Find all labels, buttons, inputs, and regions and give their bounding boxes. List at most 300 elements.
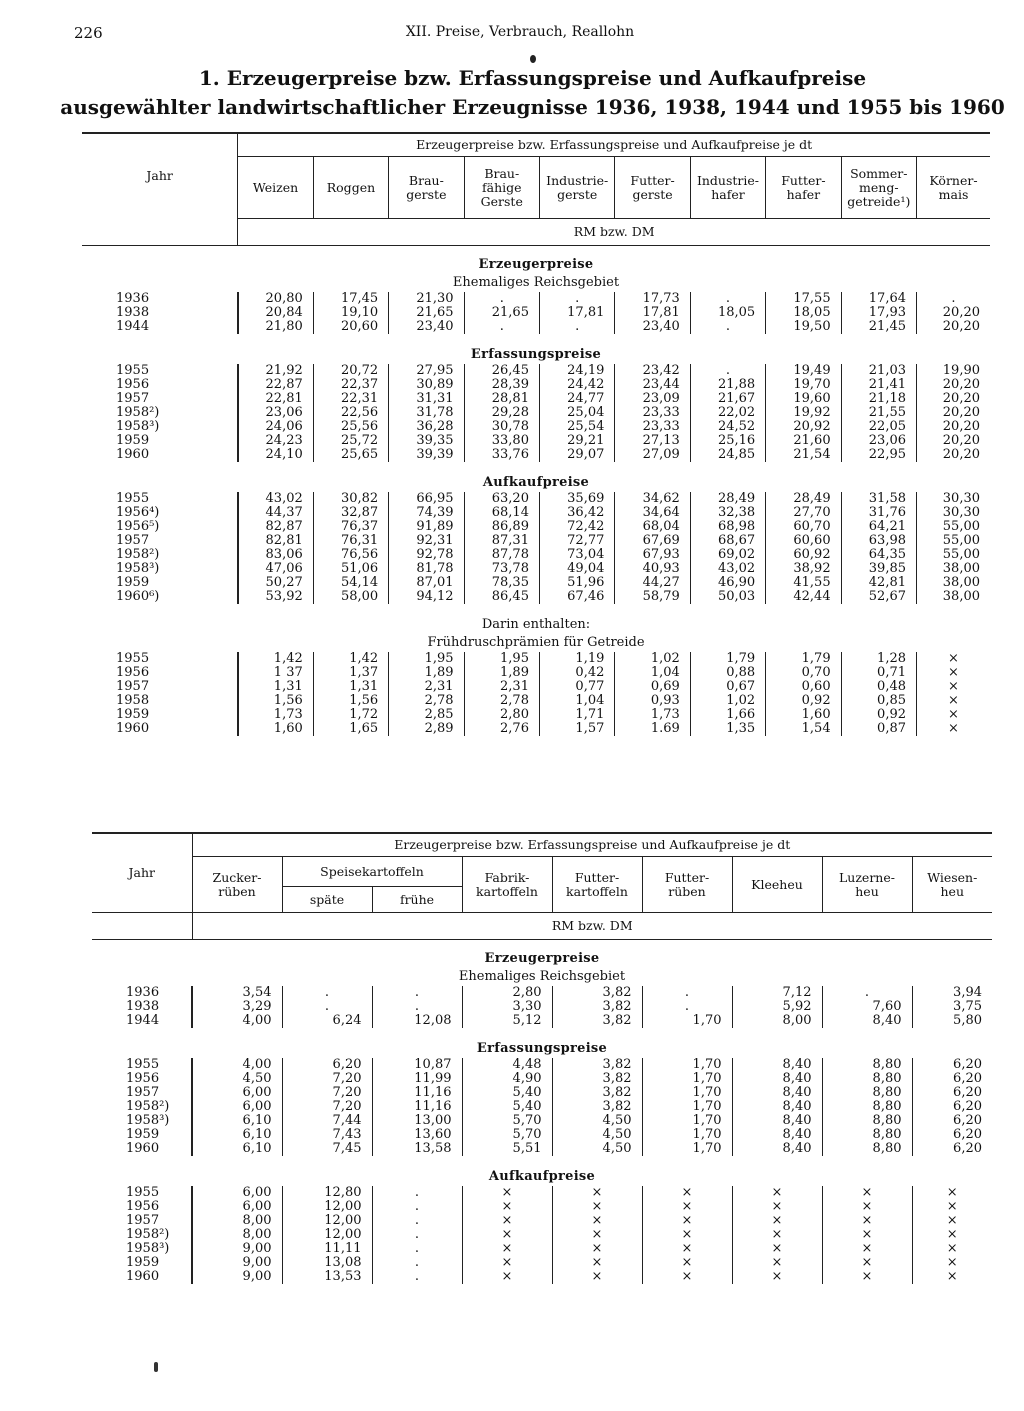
- value-cell: 25,16: [690, 434, 765, 448]
- value-cell: .: [690, 320, 765, 334]
- value-cell: 67,93: [615, 548, 690, 562]
- value-cell: 0,88: [690, 666, 765, 680]
- value-cell: 1,70: [642, 1086, 732, 1100]
- value-cell: 68,98: [690, 520, 765, 534]
- value-cell: 27,13: [615, 434, 690, 448]
- value-cell: 21,18: [841, 392, 916, 406]
- value-cell: 63,20: [464, 492, 539, 506]
- year-cell: 1958: [116, 694, 150, 708]
- value-cell: .: [464, 292, 539, 306]
- value-cell: 1,04: [615, 666, 690, 680]
- col-header: Sommer- meng- getreide¹): [841, 157, 916, 219]
- value-cell: 8,40: [732, 1058, 822, 1072]
- value-cell: .: [642, 1000, 732, 1014]
- value-cell: 6,00: [192, 1086, 282, 1100]
- value-cell: 13,00: [372, 1114, 462, 1128]
- col-header: Brau- fähige Gerste: [464, 157, 539, 219]
- value-cell: ×: [822, 1214, 912, 1228]
- value-cell: 22,05: [841, 420, 916, 434]
- value-cell: 1,79: [766, 652, 841, 666]
- value-cell: 8,80: [822, 1086, 912, 1100]
- value-cell: .: [690, 292, 765, 306]
- value-cell: 21,45: [841, 320, 916, 334]
- value-cell: ×: [822, 1256, 912, 1270]
- value-cell: 31,78: [389, 406, 464, 420]
- value-cell: 1,37: [313, 666, 388, 680]
- value-cell: ×: [642, 1270, 732, 1284]
- value-cell: 6,10: [192, 1142, 282, 1156]
- section-subtitle: Frühdruschprämien für Getreide: [427, 635, 645, 650]
- value-cell: 3,82: [552, 1072, 642, 1086]
- year-cell: 1957: [116, 534, 150, 548]
- year-cell: 1960: [126, 1270, 160, 1284]
- value-cell: 31,76: [841, 506, 916, 520]
- col-header-futterrueben: Futter- rüben: [642, 857, 732, 913]
- value-cell: 27,09: [615, 448, 690, 462]
- table-1-body: [82, 246, 990, 736]
- value-cell: 6,10: [192, 1114, 282, 1128]
- value-cell: 6,00: [192, 1100, 282, 1114]
- value-cell: 20,80: [238, 292, 313, 306]
- value-cell: 91,89: [389, 520, 464, 534]
- value-cell: 20,20: [917, 406, 991, 420]
- value-cell: 83,06: [238, 548, 313, 562]
- value-cell: .: [917, 292, 991, 306]
- table-row: [92, 1214, 992, 1228]
- value-cell: 6,20: [912, 1114, 992, 1128]
- table-root-crop-prices: [92, 832, 992, 1284]
- section-subtitle: Ehemaliges Reichsgebiet: [452, 275, 620, 290]
- value-cell: .: [282, 1000, 372, 1014]
- value-cell: 78,35: [464, 576, 539, 590]
- value-cell: 21,03: [841, 364, 916, 378]
- value-cell: 44,27: [615, 576, 690, 590]
- value-cell: 64,35: [841, 548, 916, 562]
- value-cell: 22,37: [313, 378, 388, 392]
- table-row: [82, 448, 990, 462]
- value-cell: 4,50: [552, 1128, 642, 1142]
- value-cell: 10,87: [372, 1058, 462, 1072]
- table-row: [82, 666, 990, 680]
- value-cell: 55,00: [917, 520, 991, 534]
- value-cell: 11,11: [282, 1242, 372, 1256]
- year-cell: 1956⁴): [116, 506, 160, 520]
- value-cell: 50,03: [690, 590, 765, 604]
- value-cell: 1,35: [690, 722, 765, 736]
- value-cell: 20,84: [238, 306, 313, 320]
- value-cell: 4,00: [192, 1058, 282, 1072]
- value-cell: 6,20: [912, 1142, 992, 1156]
- value-cell: 73,04: [539, 548, 614, 562]
- value-cell: 6,20: [282, 1058, 372, 1072]
- value-cell: 6,20: [912, 1086, 992, 1100]
- value-cell: 87,31: [464, 534, 539, 548]
- year-cell: 1955: [116, 652, 150, 666]
- value-cell: 20,20: [917, 420, 991, 434]
- value-cell: 38,00: [917, 562, 991, 576]
- value-cell: ×: [642, 1228, 732, 1242]
- table-row: [92, 1228, 992, 1242]
- value-cell: 4,00: [192, 1014, 282, 1028]
- value-cell: 0,92: [841, 708, 916, 722]
- value-cell: 1,70: [642, 1114, 732, 1128]
- value-cell: ×: [642, 1200, 732, 1214]
- value-cell: 1,60: [238, 722, 313, 736]
- value-cell: 12,00: [282, 1200, 372, 1214]
- year-cell: 1955: [126, 1058, 160, 1072]
- value-cell: 76,56: [313, 548, 388, 562]
- value-cell: ×: [822, 1228, 912, 1242]
- value-cell: 30,30: [917, 506, 991, 520]
- value-cell: 2,80: [462, 986, 552, 1000]
- year-column-header: Jahr: [92, 833, 192, 913]
- table-row: [82, 392, 990, 406]
- value-cell: 30,82: [313, 492, 388, 506]
- value-cell: 42,81: [841, 576, 916, 590]
- value-cell: 1,71: [539, 708, 614, 722]
- value-cell: 0,70: [766, 666, 841, 680]
- value-cell: 18,05: [690, 306, 765, 320]
- value-cell: 25,72: [313, 434, 388, 448]
- value-cell: 7,20: [282, 1100, 372, 1114]
- value-cell: 21,60: [766, 434, 841, 448]
- year-cell: 1944: [126, 1014, 160, 1028]
- value-cell: 30,89: [389, 378, 464, 392]
- value-cell: 8,40: [732, 1114, 822, 1128]
- value-cell: 1,19: [539, 652, 614, 666]
- value-cell: 1,60: [766, 708, 841, 722]
- value-cell: 8,00: [192, 1228, 282, 1242]
- value-cell: 22,56: [313, 406, 388, 420]
- value-cell: 67,69: [615, 534, 690, 548]
- ink-spot: [154, 1362, 158, 1372]
- value-cell: 8,00: [192, 1214, 282, 1228]
- value-cell: 20,20: [917, 378, 991, 392]
- value-cell: 11,16: [372, 1100, 462, 1114]
- value-cell: ×: [822, 1200, 912, 1214]
- value-cell: 7,60: [822, 1000, 912, 1014]
- value-cell: 13,58: [372, 1142, 462, 1156]
- value-cell: ×: [552, 1228, 642, 1242]
- value-cell: ×: [912, 1214, 992, 1228]
- value-cell: 8,80: [822, 1058, 912, 1072]
- value-cell: ×: [642, 1186, 732, 1200]
- value-cell: 86,45: [464, 590, 539, 604]
- value-cell: 63,98: [841, 534, 916, 548]
- value-cell: 29,21: [539, 434, 614, 448]
- value-cell: 9,00: [192, 1270, 282, 1284]
- value-cell: 0,69: [615, 680, 690, 694]
- col-header: Roggen: [313, 157, 388, 219]
- value-cell: 5,40: [462, 1100, 552, 1114]
- year-cell: 1944: [116, 320, 150, 334]
- value-cell: 11,99: [372, 1072, 462, 1086]
- value-cell: 22,02: [690, 406, 765, 420]
- value-cell: ×: [642, 1242, 732, 1256]
- value-cell: 73,78: [464, 562, 539, 576]
- table-row: [92, 1014, 992, 1028]
- value-cell: .: [372, 1270, 462, 1284]
- col-header-zuckerrueben: Zucker- rüben: [192, 857, 282, 913]
- value-cell: 28,81: [464, 392, 539, 406]
- value-cell: 3,82: [552, 986, 642, 1000]
- value-cell: 17,55: [766, 292, 841, 306]
- value-cell: .: [372, 1186, 462, 1200]
- value-cell: 24,42: [539, 378, 614, 392]
- running-title: XII. Preise, Verbrauch, Reallohn: [405, 24, 635, 40]
- value-cell: 30,78: [464, 420, 539, 434]
- value-cell: 23,33: [615, 406, 690, 420]
- value-cell: 22,31: [313, 392, 388, 406]
- value-cell: 1,70: [642, 1142, 732, 1156]
- value-cell: 29,07: [539, 448, 614, 462]
- value-cell: 12,08: [372, 1014, 462, 1028]
- value-cell: 60,60: [766, 534, 841, 548]
- value-cell: ×: [917, 694, 991, 708]
- value-cell: 94,12: [389, 590, 464, 604]
- value-cell: 19,70: [766, 378, 841, 392]
- value-cell: 1,70: [642, 1128, 732, 1142]
- year-cell: 1959: [126, 1128, 160, 1142]
- col-header-kleeheu: Kleeheu: [732, 857, 822, 913]
- value-cell: 4,90: [462, 1072, 552, 1086]
- value-cell: 17,73: [615, 292, 690, 306]
- value-cell: .: [372, 1200, 462, 1214]
- value-cell: 6,10: [192, 1128, 282, 1142]
- table-row: [92, 1128, 992, 1142]
- value-cell: 47,06: [238, 562, 313, 576]
- value-cell: 21,41: [841, 378, 916, 392]
- value-cell: 21,65: [389, 306, 464, 320]
- value-cell: 34,64: [615, 506, 690, 520]
- value-cell: 3,30: [462, 1000, 552, 1014]
- value-cell: 1,04: [539, 694, 614, 708]
- value-cell: 24,19: [539, 364, 614, 378]
- value-cell: 24,77: [539, 392, 614, 406]
- value-cell: 19,50: [766, 320, 841, 334]
- table-row: [82, 306, 990, 320]
- value-cell: 72,42: [539, 520, 614, 534]
- value-cell: ×: [462, 1200, 552, 1214]
- value-cell: 5,92: [732, 1000, 822, 1014]
- section-title: Darin enthalten:: [481, 617, 591, 632]
- table-row: [92, 1058, 992, 1072]
- value-cell: ×: [732, 1256, 822, 1270]
- value-cell: ×: [912, 1200, 992, 1214]
- section-title: Erfassungspreise: [476, 1041, 608, 1056]
- value-cell: .: [539, 292, 614, 306]
- value-cell: 4,50: [192, 1072, 282, 1086]
- value-cell: 82,81: [238, 534, 313, 548]
- year-cell: 1936: [116, 292, 150, 306]
- value-cell: 12,00: [282, 1228, 372, 1242]
- value-cell: .: [372, 1214, 462, 1228]
- value-cell: 23,09: [615, 392, 690, 406]
- table-row: [82, 378, 990, 392]
- year-cell: 1959: [116, 576, 150, 590]
- value-cell: 9,00: [192, 1256, 282, 1270]
- running-header: [0, 24, 1024, 46]
- table-row: [92, 1114, 992, 1128]
- value-cell: 21,80: [238, 320, 313, 334]
- value-cell: 12,00: [282, 1214, 372, 1228]
- value-cell: 20,92: [766, 420, 841, 434]
- value-cell: ×: [552, 1242, 642, 1256]
- value-cell: ×: [912, 1270, 992, 1284]
- value-cell: 7,45: [282, 1142, 372, 1156]
- value-cell: 23,06: [841, 434, 916, 448]
- col-header: Futter- gerste: [615, 157, 690, 219]
- value-cell: 13,53: [282, 1270, 372, 1284]
- value-cell: 22,95: [841, 448, 916, 462]
- value-cell: 7,20: [282, 1086, 372, 1100]
- value-cell: 20,60: [313, 320, 388, 334]
- value-cell: 28,49: [766, 492, 841, 506]
- value-cell: 30,30: [917, 492, 991, 506]
- value-cell: ×: [642, 1256, 732, 1270]
- value-cell: 21,54: [766, 448, 841, 462]
- section-title: Aufkaufpreise: [482, 475, 590, 490]
- value-cell: 21,65: [464, 306, 539, 320]
- value-cell: 1,70: [642, 1072, 732, 1086]
- value-cell: 92,78: [389, 548, 464, 562]
- value-cell: 1,28: [841, 652, 916, 666]
- value-cell: 3,82: [552, 1058, 642, 1072]
- group-header: Erzeugerpreise bzw. Erfassungspreise und Aufkaufpreise je dt: [238, 133, 990, 157]
- page-number: 226: [74, 24, 103, 42]
- value-cell: 4,50: [552, 1114, 642, 1128]
- col-header-futterkartoffeln: Futter- kartoffeln: [552, 857, 642, 913]
- value-cell: 20,20: [917, 448, 991, 462]
- value-cell: 2,76: [464, 722, 539, 736]
- value-cell: 41,55: [766, 576, 841, 590]
- value-cell: 0,48: [841, 680, 916, 694]
- value-cell: 21,92: [238, 364, 313, 378]
- value-cell: 5,40: [462, 1086, 552, 1100]
- table-2-header: [92, 832, 992, 940]
- value-cell: 8,80: [822, 1128, 912, 1142]
- table-row: [82, 434, 990, 448]
- table-row: [82, 320, 990, 334]
- year-cell: 1956⁵): [116, 520, 160, 534]
- year-cell: 1958²): [126, 1100, 170, 1114]
- col-header: Industrie- gerste: [539, 157, 614, 219]
- year-cell: 1958²): [116, 548, 160, 562]
- value-cell: 17,81: [615, 306, 690, 320]
- value-cell: .: [372, 1256, 462, 1270]
- value-cell: 8,80: [822, 1100, 912, 1114]
- value-cell: 1,02: [690, 694, 765, 708]
- table-row: [82, 520, 990, 534]
- table-row: [92, 1186, 992, 1200]
- table-row: [82, 420, 990, 434]
- section-title: Erfassungspreise: [470, 347, 602, 362]
- value-cell: 68,67: [690, 534, 765, 548]
- value-cell: 20,20: [917, 392, 991, 406]
- value-cell: 21,30: [389, 292, 464, 306]
- value-cell: ×: [822, 1270, 912, 1284]
- value-cell: 72,77: [539, 534, 614, 548]
- value-cell: 74,39: [389, 506, 464, 520]
- value-cell: 1,70: [642, 1100, 732, 1114]
- value-cell: 86,89: [464, 520, 539, 534]
- table-row: [82, 534, 990, 548]
- value-cell: 3,82: [552, 1100, 642, 1114]
- value-cell: 31,31: [389, 392, 464, 406]
- value-cell: 0,93: [615, 694, 690, 708]
- value-cell: 58,79: [615, 590, 690, 604]
- value-cell: .: [822, 986, 912, 1000]
- value-cell: ×: [462, 1256, 552, 1270]
- year-cell: 1960⁶): [116, 590, 160, 604]
- value-cell: ×: [552, 1214, 642, 1228]
- value-cell: 0,42: [539, 666, 614, 680]
- value-cell: 32,87: [313, 506, 388, 520]
- value-cell: 1,79: [690, 652, 765, 666]
- value-cell: 0,92: [766, 694, 841, 708]
- value-cell: 1,57: [539, 722, 614, 736]
- value-cell: 3,29: [192, 1000, 282, 1014]
- value-cell: 5,51: [462, 1142, 552, 1156]
- value-cell: ×: [822, 1186, 912, 1200]
- value-cell: ×: [462, 1214, 552, 1228]
- value-cell: 24,85: [690, 448, 765, 462]
- value-cell: 25,54: [539, 420, 614, 434]
- value-cell: 20,72: [313, 364, 388, 378]
- value-cell: ×: [462, 1242, 552, 1256]
- value-cell: 6,20: [912, 1072, 992, 1086]
- value-cell: 18,05: [766, 306, 841, 320]
- value-cell: 68,04: [615, 520, 690, 534]
- value-cell: 1,31: [238, 680, 313, 694]
- value-cell: 8,80: [822, 1142, 912, 1156]
- value-cell: 76,37: [313, 520, 388, 534]
- value-cell: 5,70: [462, 1114, 552, 1128]
- value-cell: 8,80: [822, 1114, 912, 1128]
- value-cell: 23,40: [615, 320, 690, 334]
- value-cell: 0,71: [841, 666, 916, 680]
- year-cell: 1958³): [126, 1242, 170, 1256]
- table-row: [92, 1100, 992, 1114]
- value-cell: 7,44: [282, 1114, 372, 1128]
- year-cell: 1958³): [116, 420, 160, 434]
- value-cell: 66,95: [389, 492, 464, 506]
- value-cell: 5,80: [912, 1014, 992, 1028]
- value-cell: 32,38: [690, 506, 765, 520]
- col-header-speisekartoffeln: Speisekartoffeln: [282, 857, 462, 887]
- table-row: [82, 562, 990, 576]
- value-cell: .: [372, 1228, 462, 1242]
- year-cell: 1955: [126, 1186, 160, 1200]
- year-cell: 1936: [126, 986, 160, 1000]
- unit-label: RM bzw. DM: [192, 913, 992, 940]
- value-cell: .: [372, 1242, 462, 1256]
- value-cell: 2,80: [464, 708, 539, 722]
- year-cell: 1956: [126, 1200, 160, 1214]
- value-cell: 92,31: [389, 534, 464, 548]
- year-cell: 1938: [126, 1000, 160, 1014]
- value-cell: 19,92: [766, 406, 841, 420]
- value-cell: 24,10: [238, 448, 313, 462]
- value-cell: 69,02: [690, 548, 765, 562]
- value-cell: 34,62: [615, 492, 690, 506]
- value-cell: 6,20: [912, 1100, 992, 1114]
- year-cell: 1959: [116, 434, 150, 448]
- value-cell: 39,39: [389, 448, 464, 462]
- value-cell: 39,85: [841, 562, 916, 576]
- value-cell: ×: [732, 1186, 822, 1200]
- table-row: [82, 492, 990, 506]
